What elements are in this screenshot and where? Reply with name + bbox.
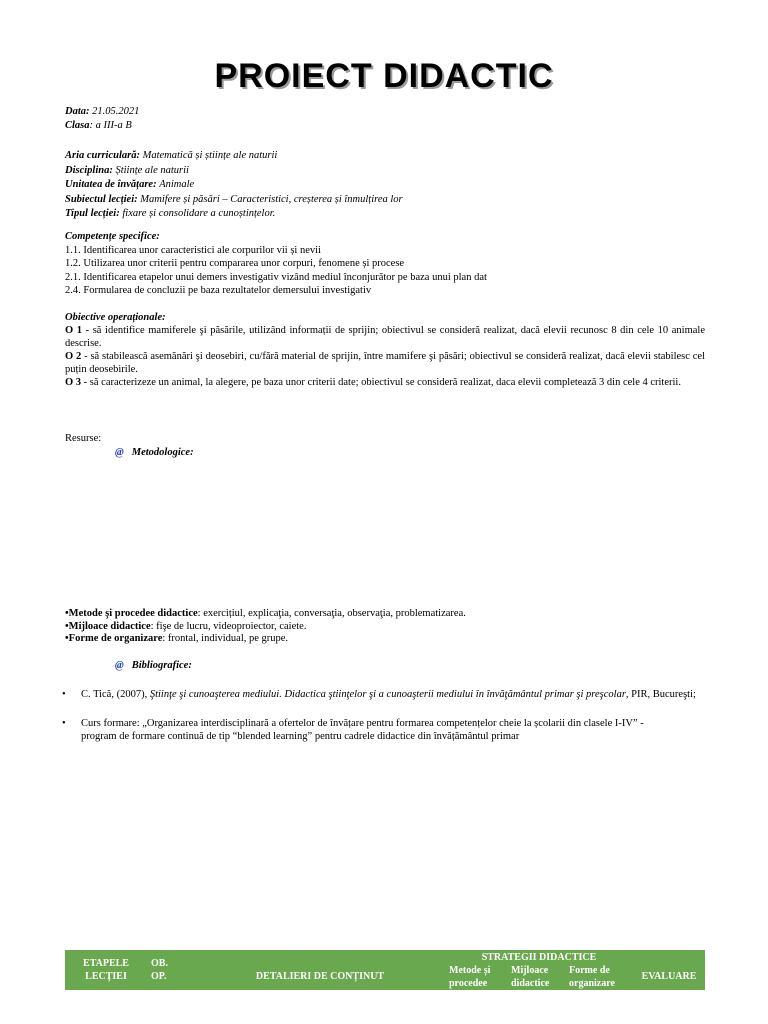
- o1-text: - să identifice mamiferele şi păsările, utilizând informații de sprijin; obiectivul se consideră realizat, dacă elevii recunosc 8 din cele 10 animale descrise.: [65, 324, 705, 349]
- col-etapele: ETAPELE LECȚIEI: [83, 958, 129, 982]
- resurse-heading: Resurse:: [65, 433, 102, 444]
- mijloace-value: : fişe de lucru, videoproiector, caiete.: [150, 620, 307, 632]
- col-strategii: STRATEGII DIDACTICE: [481, 952, 597, 963]
- clasa-label: Clasa: [65, 120, 90, 131]
- unitatea-label: Unitatea de învățare:: [65, 179, 157, 191]
- col-metode: Metode și procedee: [449, 965, 491, 989]
- data-label: Data:: [65, 106, 90, 117]
- lesson-info: [65, 149, 705, 222]
- disciplina-label: Disciplina:: [65, 164, 113, 176]
- col-evaluare: EVALUARE: [641, 971, 697, 982]
- bibliografice-label: Bibliografice:: [131, 660, 192, 671]
- col-detalieri: DETALIERI DE CONȚINUT: [255, 971, 385, 982]
- tipul-label: Tipul lecției:: [65, 208, 120, 220]
- clasa-value: : a III-a B: [89, 120, 132, 131]
- bullet-icon: •: [62, 689, 66, 700]
- metodologice-label: Metodologice:: [131, 447, 194, 458]
- obiective-heading: Obiective operaționale:: [65, 312, 166, 323]
- lesson-meta: [65, 105, 705, 133]
- o2-label: O 2: [65, 350, 82, 362]
- o1-label: O 1: [65, 324, 83, 336]
- col-forme: Forme de organizare: [569, 965, 615, 989]
- disciplina-value: Științe ale naturii: [115, 164, 189, 176]
- bibliografice-row: [115, 659, 515, 673]
- bibliography-item: [62, 688, 705, 701]
- bibliography-pre: C. Tică, (2007),: [81, 689, 150, 700]
- col-mijloace: Mijloace didactice: [511, 965, 550, 989]
- at-bullet-icon: @: [115, 660, 124, 671]
- mijloace-label: •Mijloace didactice: [65, 620, 151, 632]
- bibliography-item: [62, 717, 675, 743]
- at-bullet-icon: @: [115, 447, 124, 458]
- bullet-icon: •: [62, 718, 66, 729]
- competenta-item: 2.4. Formularea de concluzii pe baza rezultatelor demersului investigativ: [65, 285, 372, 296]
- forme-label: •Forme de organizare: [65, 633, 163, 644]
- lesson-strategy-table-header: [65, 950, 705, 990]
- obiectiv-o3: [65, 377, 705, 390]
- bibliography-pre: Curs formare: „Organizarea interdisciplinară a ofertelor de învățare pentru formarea competențelor cheie la școlarii din clasele I-IV” - program de formare continuă de tip “blended learning” pentru cadrele didactice din învățământul primar: [81, 718, 644, 742]
- competente-heading: Competențe specifice:: [65, 231, 160, 242]
- o3-label: O 3: [65, 376, 82, 388]
- o3-text: - să caracterizeze un animal, la alegere, pe baza unor criterii date; obiectivul se consideră realizat, daca elevii completează 3 din cele 4 criterii.: [81, 376, 681, 388]
- aria-value: Matematică și științe ale naturii: [142, 150, 278, 161]
- o2-text: - să stabilească asemănări şi deosebiri, cu/fără material de sprijin, între mamifere şi păsări; obiectivul se consideră realizat, dacă elevii stabilesc cel puțin deosebirile.: [65, 350, 705, 375]
- aria-label: Aria curriculară:: [65, 150, 140, 161]
- unitatea-value: Animale: [159, 179, 195, 191]
- metode-label: •Metode şi procedee didactice: [65, 608, 198, 619]
- metode-list: [65, 608, 705, 646]
- competente-section: [65, 230, 705, 298]
- competenta-item: 1.2. Utilizarea unor criterii pentru compararea unor corpuri, fenomene și procese: [65, 258, 405, 269]
- forme-value: : frontal, individual, pe grupe.: [162, 633, 289, 644]
- competenta-item: 2.1. Identificarea etapelor unui demers investigativ vizând mediul înconjurător pe baza unui plan dat: [65, 271, 487, 283]
- page-title: PROIECT DIDACTIC: [214, 57, 554, 95]
- data-value: 21.05.2021: [92, 106, 140, 117]
- subiectul-label: Subiectul lecției:: [65, 193, 138, 205]
- obiectiv-o1: [65, 325, 705, 351]
- metodologice-row: [115, 446, 515, 460]
- obiective-section: [65, 312, 705, 389]
- subiectul-value: Mamifere și păsări – Caracteristici, creșterea și înmulțirea lor: [140, 193, 403, 205]
- obiectiv-o2: [65, 351, 705, 377]
- competenta-item: 1.1. Identificarea unor caracteristici ale corpurilor vii și nevii: [65, 244, 321, 256]
- metode-value: : exercițiul, explicaţia, conversaţia, observaţia, problematizarea.: [197, 608, 466, 619]
- col-ob-op: OB. OP.: [151, 958, 168, 982]
- bibliography-post: , PIR, Bucureşti;: [625, 689, 696, 700]
- tipul-value: fixare și consolidare a cunoștințelor.: [122, 208, 276, 220]
- bibliography-title: Ştiinţe şi cunoaşterea mediului. Didactica ştiinţelor şi a cunoaşterii mediului în învăţământul primar şi preşcolar: [149, 689, 626, 700]
